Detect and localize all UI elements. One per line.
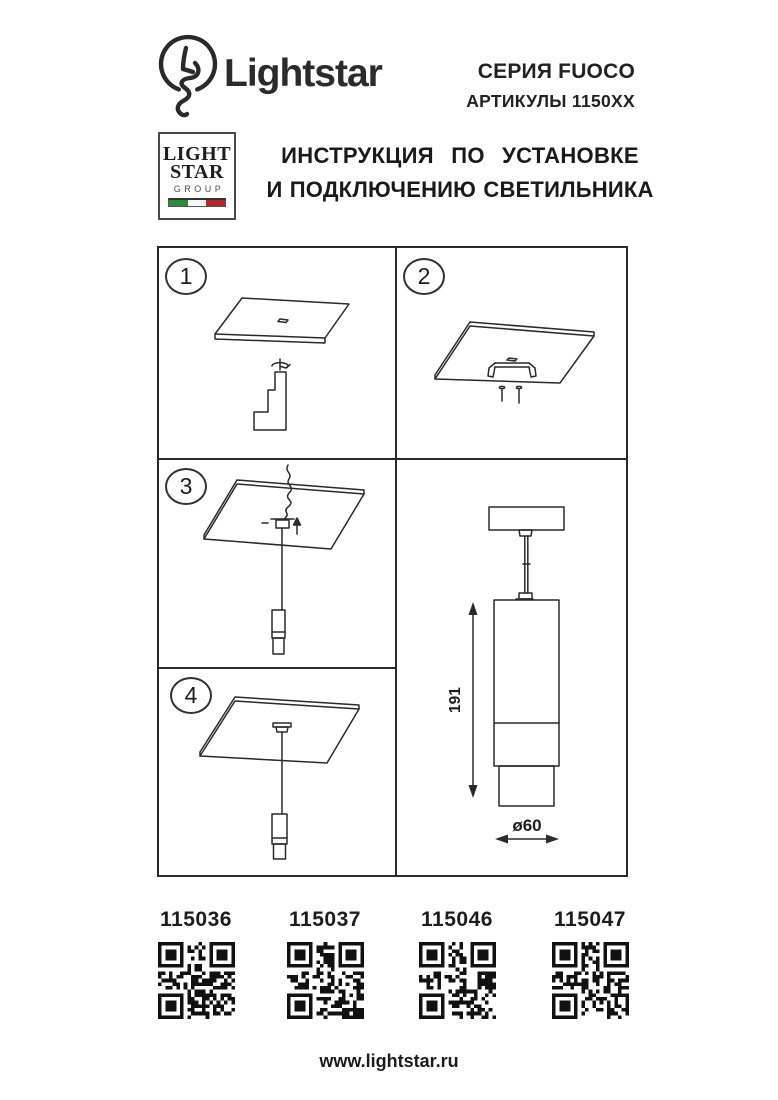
flag-green [169, 200, 188, 206]
article-number: 115037 [289, 908, 361, 931]
ceiling-plate [200, 697, 359, 763]
step-3-number: 3 [165, 468, 207, 505]
ceiling-plate [435, 322, 594, 383]
articles-range: АРТИКУЛЫ 1150XX [466, 91, 635, 111]
brand-wordmark: Lightstar [224, 52, 382, 95]
pendant-lamp [272, 528, 285, 654]
step-2-number: 2 [403, 258, 445, 295]
arrow-up-icon [294, 518, 301, 534]
article-item [530, 908, 650, 1019]
title-line-2: И ПОДКЛЮЧЕНИЮ СВЕТИЛЬНИКА [266, 177, 654, 202]
pendant-lamp [272, 732, 287, 859]
page-title [252, 143, 668, 203]
cord-grip [262, 519, 294, 528]
website-url: www.lightstar.ru [319, 1051, 459, 1071]
series-name: СЕРИЯ FUOCO [477, 60, 635, 83]
height-dimension-label: 191 [447, 687, 464, 713]
italian-flag-stripe [168, 198, 226, 207]
qr-code [287, 942, 364, 1019]
diameter-dimension-label: ø60 [512, 816, 542, 835]
suspension-cord [516, 536, 533, 599]
article-item [265, 908, 385, 1019]
rotate-arrow-icon [272, 359, 290, 370]
instruction-steps-grid [157, 246, 628, 877]
qr-code [158, 942, 235, 1019]
lightstar-bulb-icon [156, 30, 220, 122]
flag-red [206, 200, 225, 206]
group-logo-group: GROUP [173, 184, 225, 195]
article-item [136, 908, 256, 1019]
article-number: 115036 [160, 908, 232, 931]
ceiling-canopy [489, 507, 564, 536]
ceiling-plate [204, 480, 364, 549]
article-number: 115047 [554, 908, 626, 931]
step-4-number: 4 [170, 677, 212, 714]
ceiling-plate [215, 298, 349, 343]
series-block [466, 60, 635, 112]
fixture-dimension-drawing [397, 460, 626, 875]
screws [499, 386, 521, 403]
canopy-cap [273, 723, 291, 732]
qr-code [419, 942, 496, 1019]
article-number: 115046 [421, 908, 493, 931]
title-line-1: ИНСТРУКЦИЯ ПО УСТАНОВКЕ [281, 143, 639, 168]
group-logo-light: LIGHT [162, 142, 232, 165]
supply-wire [285, 465, 291, 518]
group-logo-star: STAR [170, 161, 224, 183]
mounting-bracket [488, 363, 536, 377]
qr-code [552, 942, 629, 1019]
step-drill-template [254, 372, 286, 430]
lightstar-group-logo [158, 132, 236, 220]
flag-white [188, 200, 207, 206]
lamp-body [494, 600, 559, 806]
diameter-dimension [495, 816, 559, 844]
height-dimension [447, 602, 478, 798]
article-item [397, 908, 517, 1019]
step-1-number: 1 [165, 258, 207, 295]
